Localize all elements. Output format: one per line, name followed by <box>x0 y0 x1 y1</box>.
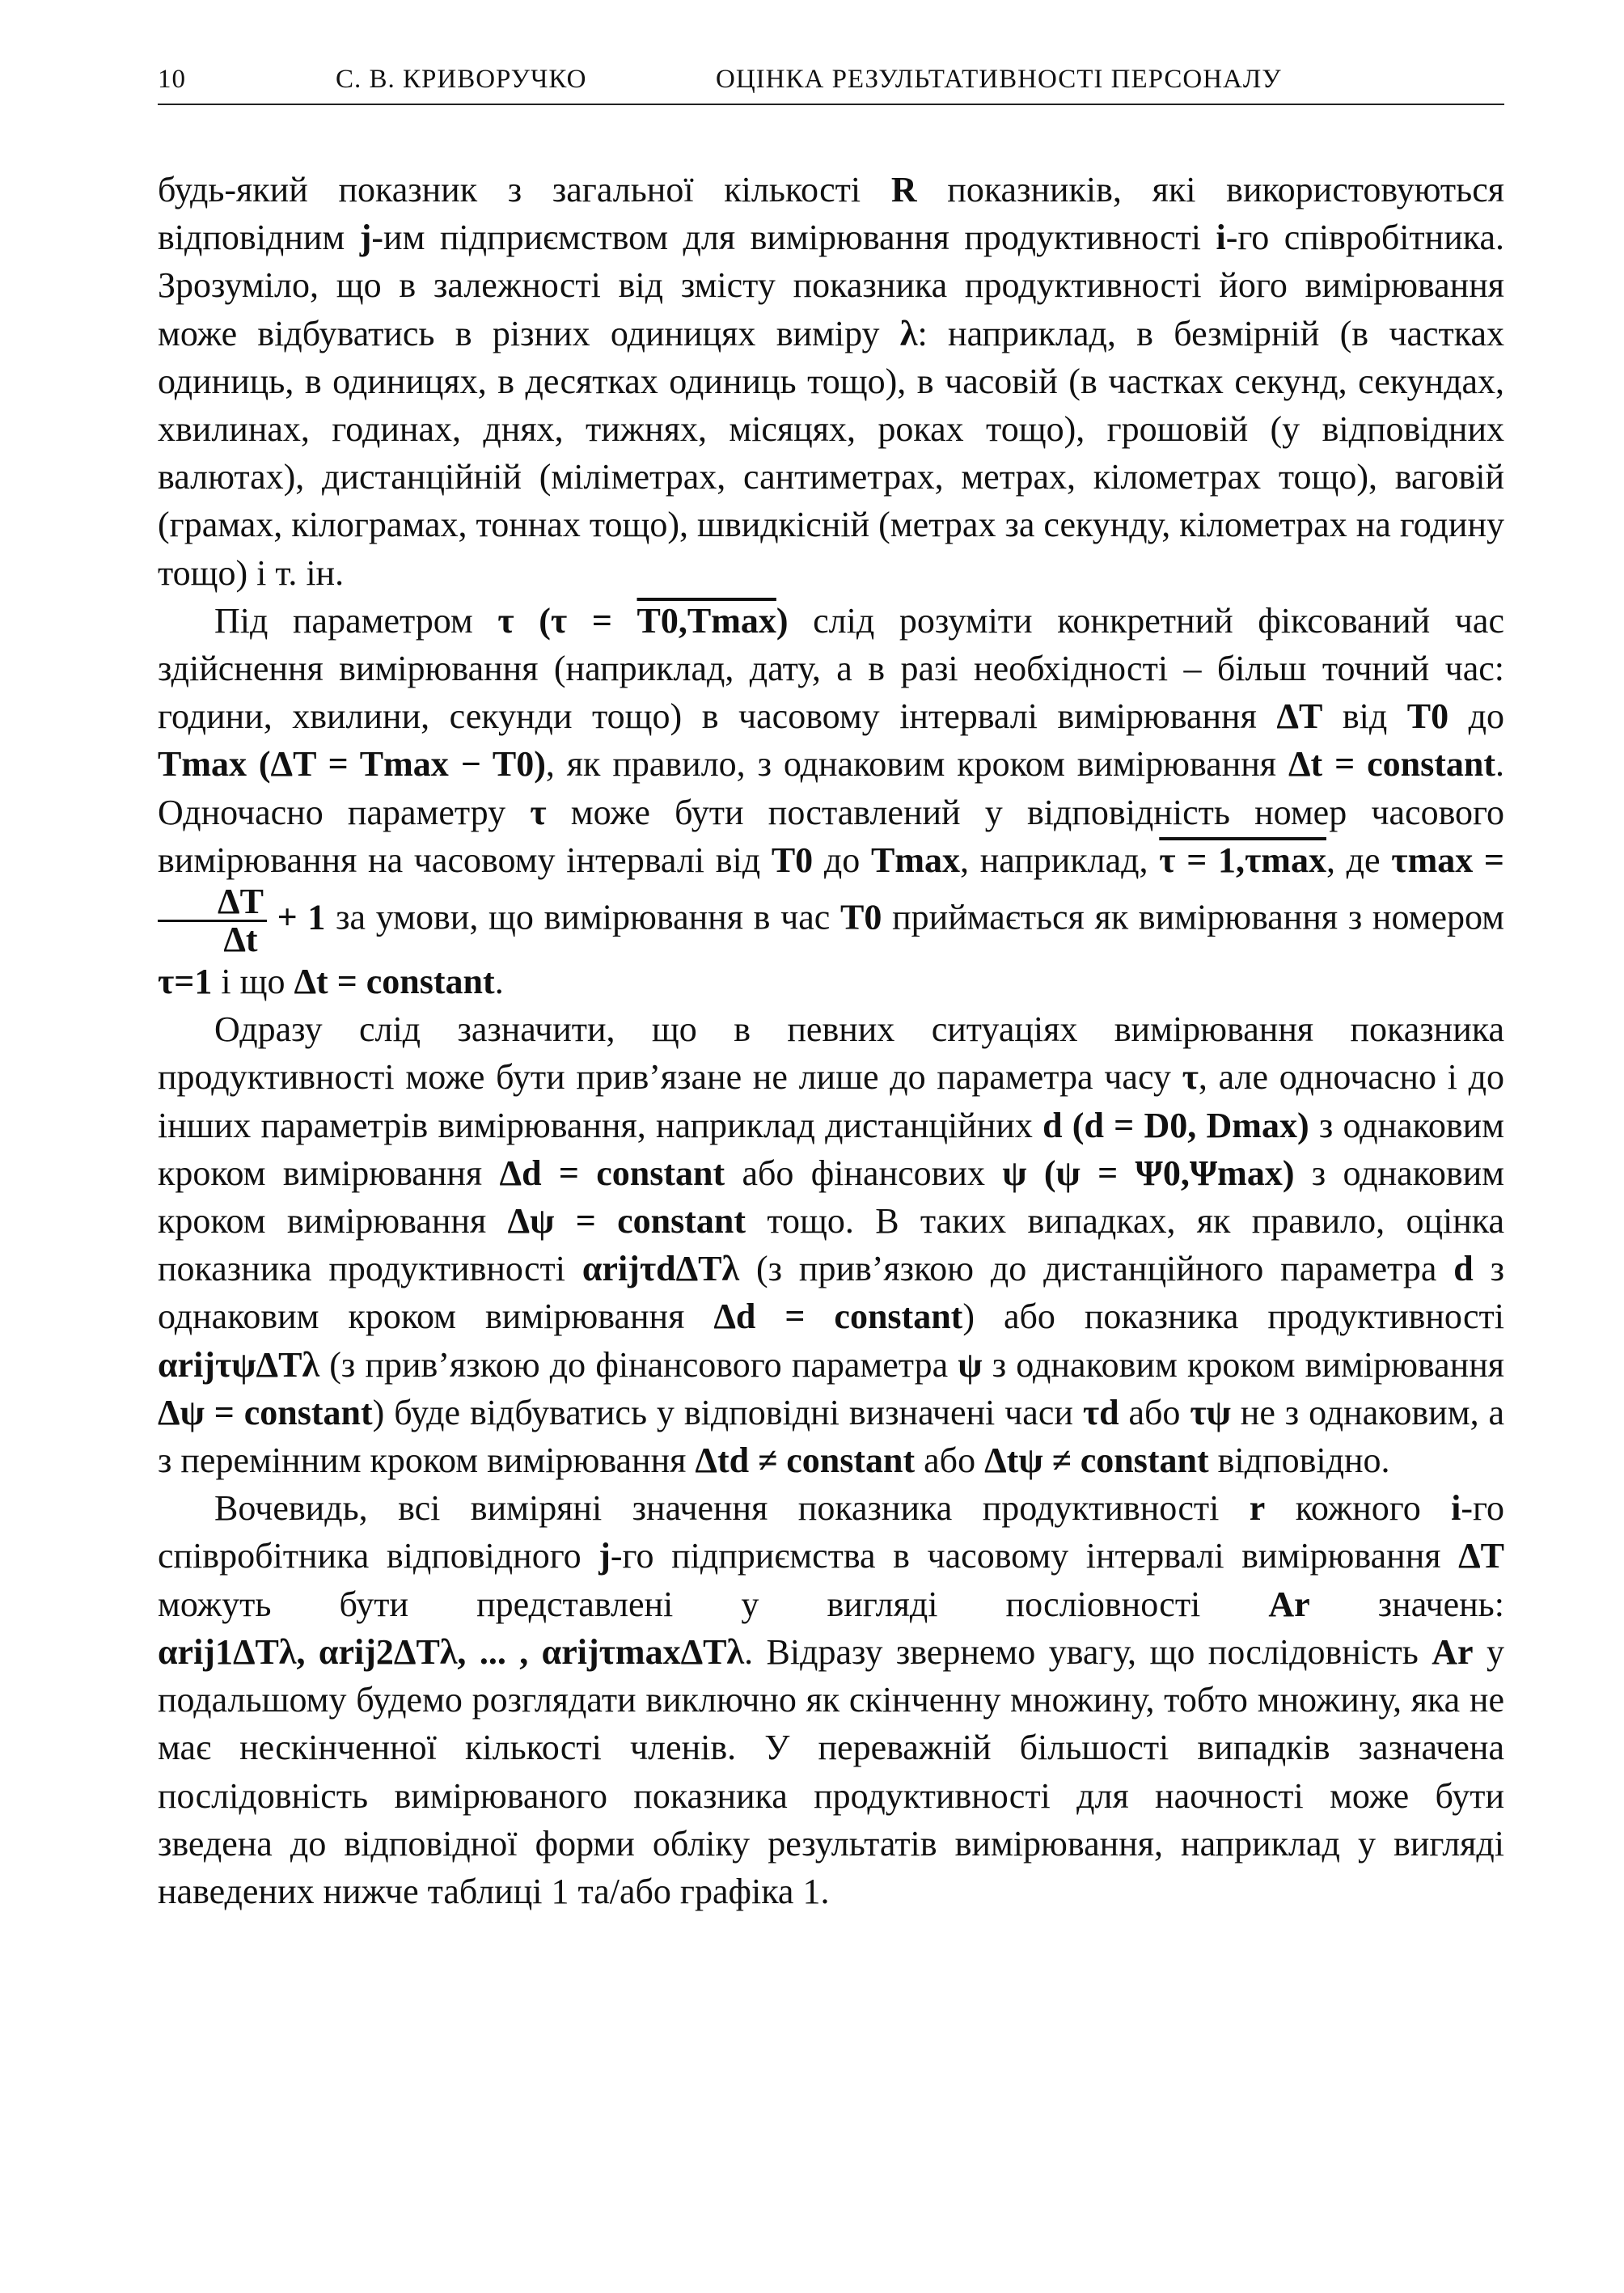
formula-tau-eq-1: τ=1 <box>158 962 213 1002</box>
header-author: С. В. КРИВОРУЧКО <box>336 65 587 94</box>
formula-T0: T0 <box>1406 696 1449 737</box>
formula-d-def: d (d = D0, Dmax) <box>1042 1105 1309 1145</box>
formula-delta-T: ΔT <box>1276 696 1323 737</box>
symbol-R: R <box>890 170 917 209</box>
formula-tau: τ <box>497 600 514 641</box>
paragraph-3: Одразу слід зазначити, що в певних ситуаціях вимірювання показника продуктивності може бути прив’язане не лише до параметра часу τ, але одночасно і до інших параметрів вимірювання, наприклад дистанційних d (d = D0, Dmax) з однаковим кроком вимірювання Δd = constant або фінансових ψ (ψ = Ψ0,Ψmax) з однаковим кроком вимірювання Δψ = constant тощо. В таких випадках, як правило, оцінка показника продуктивності αrijτdΔTλ (з прив’язкою до дистанційного параметра d з однаковим кроком вимірювання Δd = constant) або показника продуктивності αrijτψΔTλ (з прив’язкою до фінансового параметра ψ з однаковим кроком вимірювання Δψ = constant) буде відбуватись у відповідні визначені часи τd або τψ не з однаковим, а з перемінним кроком вимірювання Δtd ≠ constant або Δtψ ≠ constant відповідно. <box>158 1009 1505 1481</box>
formula-dtd-not-constant: Δtd ≠ constant <box>695 1441 916 1481</box>
formula-dtpsi-not-constant: Δtψ ≠ constant <box>984 1441 1209 1481</box>
paragraph-2: Під параметром τ (τ = T0,Tmax) слід розуміти конкретний фіксований час здійснення вимірювання (наприклад, дату, а в разі необхідності – більш точний час: години, хвилини, секунди тощо) в часовому інтервалі вимірювання ΔT від T0 до Tmax (ΔT = Tmax − T0), як правило, з однаковим кроком вимірювання Δt = constant. Одночасно параметру τ може бути поставлений у відповідність номер часового вимірювання на часовому інтервалі від T0 до Tmax, наприклад, τ = 1,τmax, де τmax = $\frac{\Delta T}{\Delta t}$ + 1 за умови, що вимірювання в час T0 приймається як вимірювання з номером τ=1 і що Δt = constant. <box>158 600 1505 1002</box>
header-title: ОЦІНКА РЕЗУЛЬТАТИВНОСТІ ПЕРСОНАЛУ <box>716 65 1282 94</box>
symbol-j: j <box>359 218 372 258</box>
formula-sequence: αrij1ΔTλ, αrij2ΔTλ, ... , αrijτmaxΔTλ <box>158 1631 745 1672</box>
formula-range-T: T0,Tmax <box>636 600 776 641</box>
formula-dd-constant: Δd = constant <box>499 1153 725 1193</box>
formula-tau-2: τ <box>530 792 547 832</box>
symbol-i: i <box>1216 218 1226 258</box>
body-text <box>158 166 1504 1915</box>
formula-dpsi-constant: Δψ = constant <box>507 1201 746 1242</box>
formula-Tmax-eq: Tmax (ΔT = Tmax − T0) <box>158 744 546 785</box>
formula-taumax: τmax = <box>1391 840 1505 880</box>
paragraph-4: Вочевидь, всі виміряні значення показника продуктивності r кожного i-го співробітника відповідного j-го підприємства в часовому інтервалі вимірювання ΔT можуть бути представлені у вигляді посліовності Ar значень: αrij1ΔTλ, αrij2ΔTλ, ... , αrijτmaxΔTλ. Відразу звернемо увагу, що послідовність Ar у подальшому будемо розглядати виключно як скінченну множину, тобто множину, яка не має нескінченної кількості членів. У переважній більшості випадків зазначена послідовність вимірюваного показника продуктивності для наочності може бути зведена до відповідної форми обліку результатів вимірювання, наприклад у вигляді наведених нижче таблиці 1 та/або графіка 1. <box>158 1488 1505 1911</box>
formula-alpha-psi: αrijτψΔTλ <box>158 1344 320 1385</box>
paragraph-1: будь-який показник з загальної кількості R показників, які використовуються відповідним j-им підприємством для вимірювання продуктивності i-го співробітника. Зрозуміло, що в залежності від змісту показника продуктивності його вимірювання може відбуватись в різних одиницях виміру λ: наприклад, в безмірній (в частках одиниць, в одиницях, в десятках одиниць тощо), в часовій (в частках секунд, секундах, хвилинах, годинах, днях, тижнях, місяцях, роках тощо), грошовій (у відповідних валютах), дистанційній (міліметрах, сантиметрах, метрах, кілометрах тощо), ваговій (грамах, кілограмах, тоннах тощо), швидкісній (метрах за секунду, кілометрах на годину тощо) і т. ін. <box>158 170 1504 593</box>
formula-tau-range: τ = 1,τmax <box>1159 840 1326 880</box>
formula-fraction: $\frac{\Delta T}{\Delta t}$ <box>158 884 267 958</box>
running-header <box>158 58 1504 105</box>
symbol-lambda: λ <box>899 313 918 353</box>
page-number: 10 <box>158 65 186 94</box>
formula-psi-def: ψ (ψ = Ψ0,Ψmax) <box>1002 1153 1295 1193</box>
formula-Ar: Ar <box>1268 1584 1310 1624</box>
formula-alpha-d: αrijτdΔTλ <box>582 1249 740 1289</box>
formula-dt-constant: Δt = constant <box>1288 744 1495 785</box>
